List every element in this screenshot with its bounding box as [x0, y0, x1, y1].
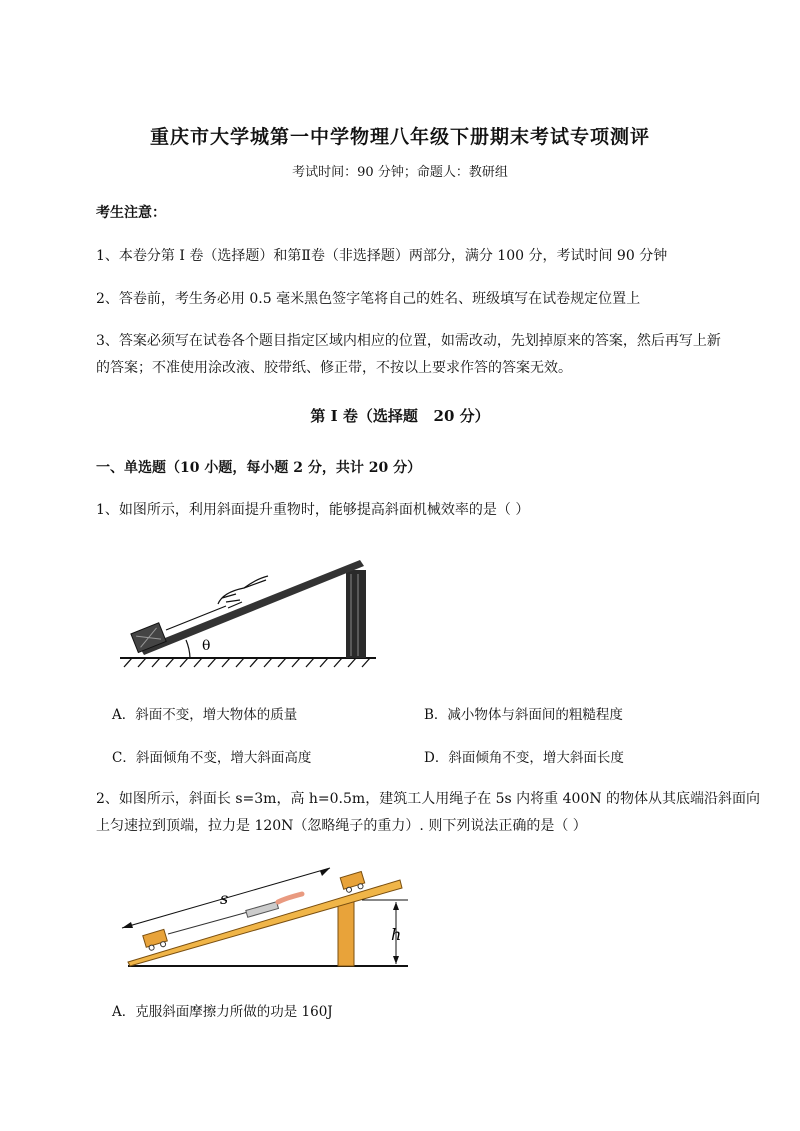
- note-item-3: 3、答案必须写在试卷各个题目指定区域内相应的位置，如需改动，先划掉原来的答案，然后再写上新: [96, 333, 721, 349]
- length-label: s: [220, 889, 229, 908]
- section-title: 第 I 卷（选择题 20 分）: [310, 407, 490, 425]
- note-item-2: 2、答卷前，考生务必用 0.5 毫米黑色签字笔将自己的姓名、班级填写在试卷规定位置上: [96, 291, 641, 307]
- question-2-stem-line-1: 2、如图所示，斜面长 s=3m，高 h=0.5m，建筑工人用绳子在 5s 内将重 400N 的物体从其底端沿斜面向: [96, 791, 761, 807]
- question-1-figure: [118, 552, 378, 672]
- page-title: 重庆市大学城第一中学物理八年级下册期末考试专项测评: [149, 126, 650, 148]
- question-1-stem: 1、如图所示，利用斜面提升重物时，能够提高斜面机械效率的是（ ）: [96, 502, 530, 518]
- question-2-stem-line-2: 上匀速拉到顶端，拉力是 120N（忽略绳子的重力）. 则下列说法正确的是（ ）: [96, 818, 587, 834]
- exam-info: 考试时间：90 分钟；命题人：教研组: [292, 165, 508, 180]
- question-1-option-d: D．斜面倾角不变，增大斜面长度: [424, 750, 624, 766]
- part-heading: 一、单选题（10 小题，每小题 2 分，共计 20 分）: [96, 460, 422, 476]
- angle-label: θ: [202, 638, 211, 654]
- question-2-option-a: A．克服斜面摩擦力所做的功是 160J: [112, 1004, 333, 1020]
- height-label: h: [391, 925, 402, 944]
- question-1-option-a: A．斜面不变，增大物体的质量: [112, 707, 298, 723]
- question-1-option-c: C．斜面倾角不变，增大斜面高度: [112, 750, 312, 766]
- question-1-option-b: B．减小物体与斜面间的粗糙程度: [424, 707, 623, 723]
- question-2-figure: [118, 862, 418, 972]
- note-item-1: 1、本卷分第 I 卷（选择题）和第Ⅱ卷（非选择题）两部分，满分 100 分，考试时间 90 分钟: [96, 248, 668, 264]
- note-item-3-cont: 的答案；不准使用涂改液、胶带纸、修正带，不按以上要求作答的答案无效。: [96, 360, 572, 376]
- notes-heading: 考生注意：: [96, 205, 166, 221]
